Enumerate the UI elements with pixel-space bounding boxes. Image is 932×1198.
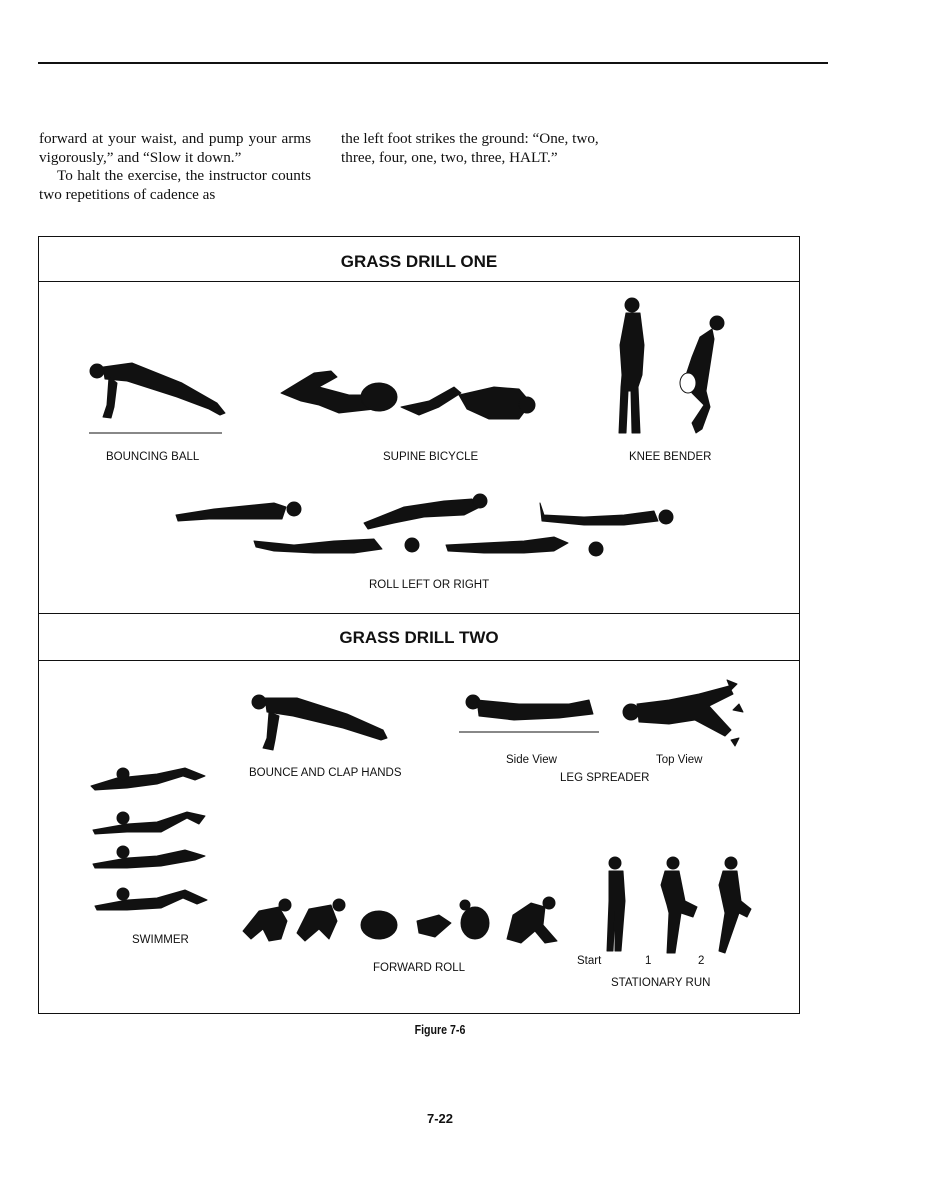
swimmer-label: SWIMMER	[132, 934, 189, 946]
paragraph: forward at your waist, and pump your arms vigorously,” and “Slow it down.”	[39, 130, 311, 166]
forward-roll-label: FORWARD ROLL	[373, 962, 466, 974]
swimmer-illustration	[87, 760, 217, 920]
knee-bender-illustration	[614, 295, 734, 440]
figure-caption: Figure 7-6	[414, 1023, 466, 1037]
bounce-clap-illustration	[247, 692, 397, 754]
text-column-left	[39, 130, 311, 204]
roll-label: ROLL LEFT OR RIGHT	[369, 579, 490, 591]
leg-spreader-illustration	[459, 682, 759, 752]
bouncing-ball-label: BOUNCING BALL	[106, 451, 200, 463]
roll-illustration	[174, 489, 684, 564]
divider	[39, 281, 799, 282]
divider	[39, 660, 799, 661]
stationary-run-illustration	[601, 855, 761, 961]
bounce-clap-label: BOUNCE AND CLAP HANDS	[249, 767, 402, 779]
step-1-label: 1	[645, 955, 652, 967]
paragraph: the left foot strikes the ground: “One, two, three, four, one, two, three, HALT.”	[341, 130, 599, 166]
top-view-label: Top View	[656, 754, 703, 766]
header-rule	[38, 62, 828, 64]
page-number: 7-22	[426, 1111, 454, 1126]
supine-bicycle-illustration	[279, 365, 539, 427]
divider	[39, 613, 799, 614]
stationary-run-label: STATIONARY RUN	[611, 977, 711, 989]
drill-one-title: GRASS DRILL ONE	[340, 252, 498, 271]
start-label: Start	[577, 955, 602, 967]
side-view-label: Side View	[506, 754, 557, 766]
supine-bicycle-label: SUPINE BICYCLE	[383, 451, 479, 463]
text-column-right	[341, 130, 613, 167]
exercise-figure	[38, 236, 800, 1014]
forward-roll-illustration	[239, 893, 569, 953]
bouncing-ball-illustration	[87, 355, 237, 435]
knee-bender-label: KNEE BENDER	[629, 451, 712, 463]
step-2-label: 2	[698, 955, 705, 967]
leg-spreader-label: LEG SPREADER	[560, 772, 650, 784]
drill-two-title: GRASS DRILL TWO	[339, 628, 499, 647]
paragraph: To halt the exercise, the instructor counts two repetitions of cadence as	[39, 167, 311, 203]
